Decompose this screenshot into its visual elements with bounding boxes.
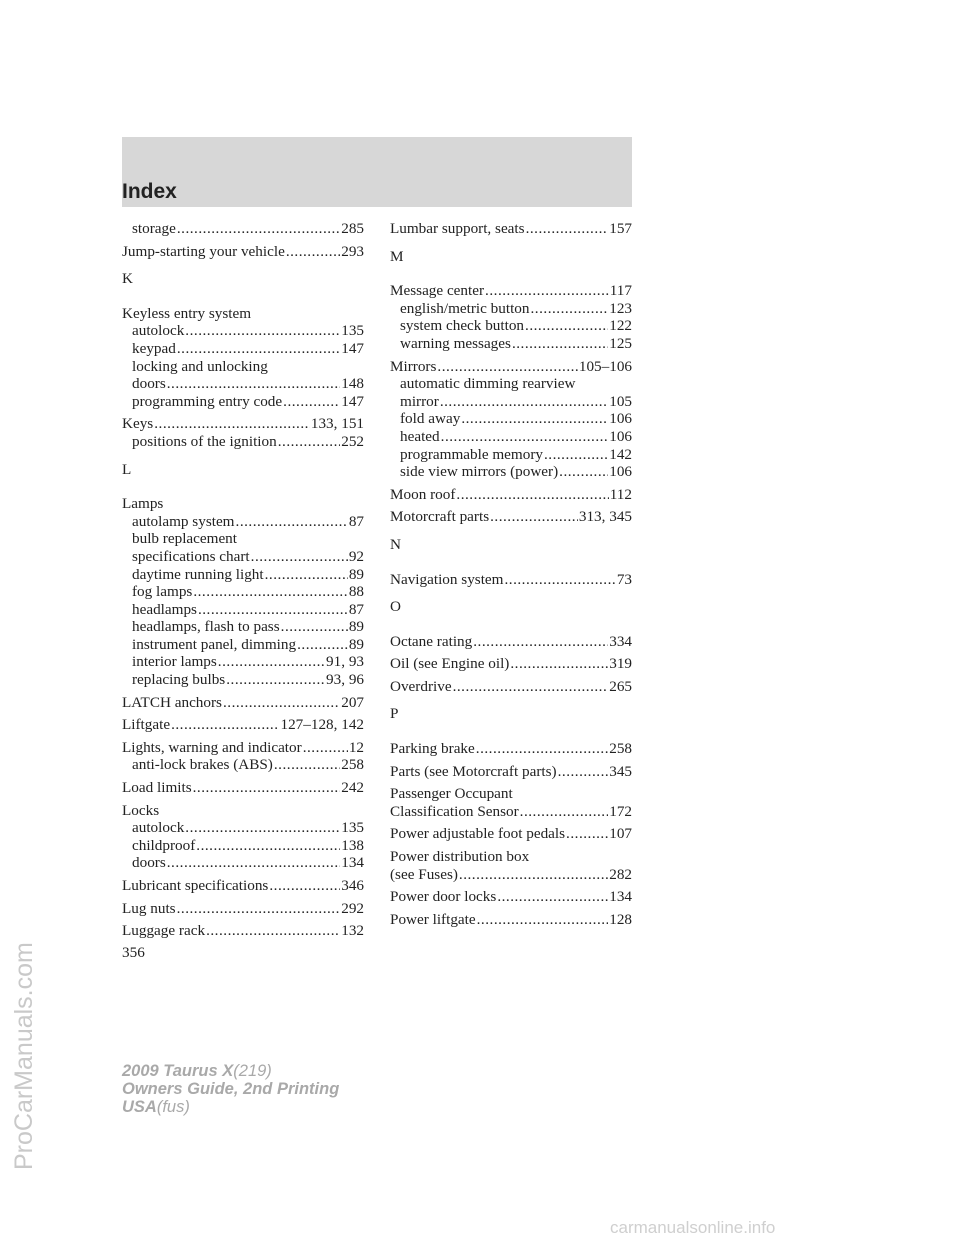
section-letter: P	[390, 705, 399, 723]
index-entry: Power liftgate ..... 128	[390, 911, 632, 929]
section-letter: O	[390, 598, 401, 616]
index-entry: Moon roof ..... 112	[390, 486, 632, 504]
bottom-watermark: carmanualsonline.info	[610, 1218, 776, 1237]
index-subentry: storage ..... 285	[122, 220, 364, 238]
section-letter: K	[122, 270, 133, 288]
index-entry: Octane rating ..... 334	[390, 633, 632, 651]
page-title: Index	[122, 180, 177, 203]
section-letter: L	[122, 460, 132, 478]
header-band	[122, 137, 632, 207]
index-column-left	[122, 220, 364, 945]
index-entry: Lubricant specifications ..... 346	[122, 877, 364, 895]
index-entry: Power distribution box (see Fuses) ..... 282	[390, 848, 632, 883]
index-entry: Parts (see Motorcraft parts) ..... 345	[390, 763, 632, 781]
index-entry: Liftgate ..... 127–128, 142	[122, 716, 364, 734]
index-entry: Navigation system ..... 73	[390, 571, 632, 589]
index-entry: Keyless entry system autolock ..... 135 keypad ..... 147 locking and unlocking doors ..... 148 programming entry code ..... 147	[122, 305, 364, 411]
index-entry: Keys ..... 133, 151 positions of the ignition ..... 252	[122, 415, 364, 450]
index-entry: Parking brake ..... 258	[390, 740, 632, 758]
index-entry: Oil (see Engine oil) ..... 319	[390, 655, 632, 673]
index-entry	[122, 220, 364, 238]
index-entry: Mirrors ..... 105–106 automatic dimming rearview mirror ..... 105 fold away ..... 106 heated ..... 106 programmable memory ..... 142 side view mirrors (power) ..... 106	[390, 358, 632, 481]
index-entry: Power adjustable foot pedals ..... 107	[390, 825, 632, 843]
index-entry: Load limits ..... 242	[122, 779, 364, 797]
index-column-right	[390, 220, 632, 933]
index-entry: Passenger Occupant Classification Sensor ..... 172	[390, 785, 632, 820]
index-entry: Jump-starting your vehicle ..... 293	[122, 243, 364, 261]
section-letter: N	[390, 535, 401, 553]
index-entry: Motorcraft parts ..... 313, 345	[390, 508, 632, 526]
index-entry: Luggage rack ..... 132	[122, 922, 364, 940]
index-entry: Lumbar support, seats ..... 157	[390, 220, 632, 238]
index-entry: Power door locks ..... 134	[390, 888, 632, 906]
page-number: 356	[122, 944, 145, 961]
index-entry: LATCH anchors ..... 207	[122, 694, 364, 712]
section-letter: M	[390, 247, 404, 265]
index-entry: Lug nuts ..... 292	[122, 900, 364, 918]
index-entry: Lamps autolamp system ..... 87 bulb replacement specifications chart ..... 92 daytime running light ..... 89 fog lamps ..... 88 headlamps ..... 87 headlamps, flash to pass ..... 89 instrument panel, dimming ..... 89 interior lamps ..... 91, 93 replacing bulbs ..... 93, 96	[122, 495, 364, 689]
index-entry: Message center ..... 117 english/metric button ..... 123 system check button ..... 122 warning messages ..... 125	[390, 282, 632, 352]
footer-edition-info: 2009 Taurus X(219) Owners Guide, 2nd Printing USA(fus)	[122, 1062, 340, 1116]
index-entry: Overdrive ..... 265	[390, 678, 632, 696]
index-entry: Locks autolock ..... 135 childproof ..... 138 doors ..... 134	[122, 802, 364, 872]
side-watermark: ProCarManuals.com	[10, 942, 38, 1170]
index-entry: Lights, warning and indicator ..... 12 anti-lock brakes (ABS) ..... 258	[122, 739, 364, 774]
